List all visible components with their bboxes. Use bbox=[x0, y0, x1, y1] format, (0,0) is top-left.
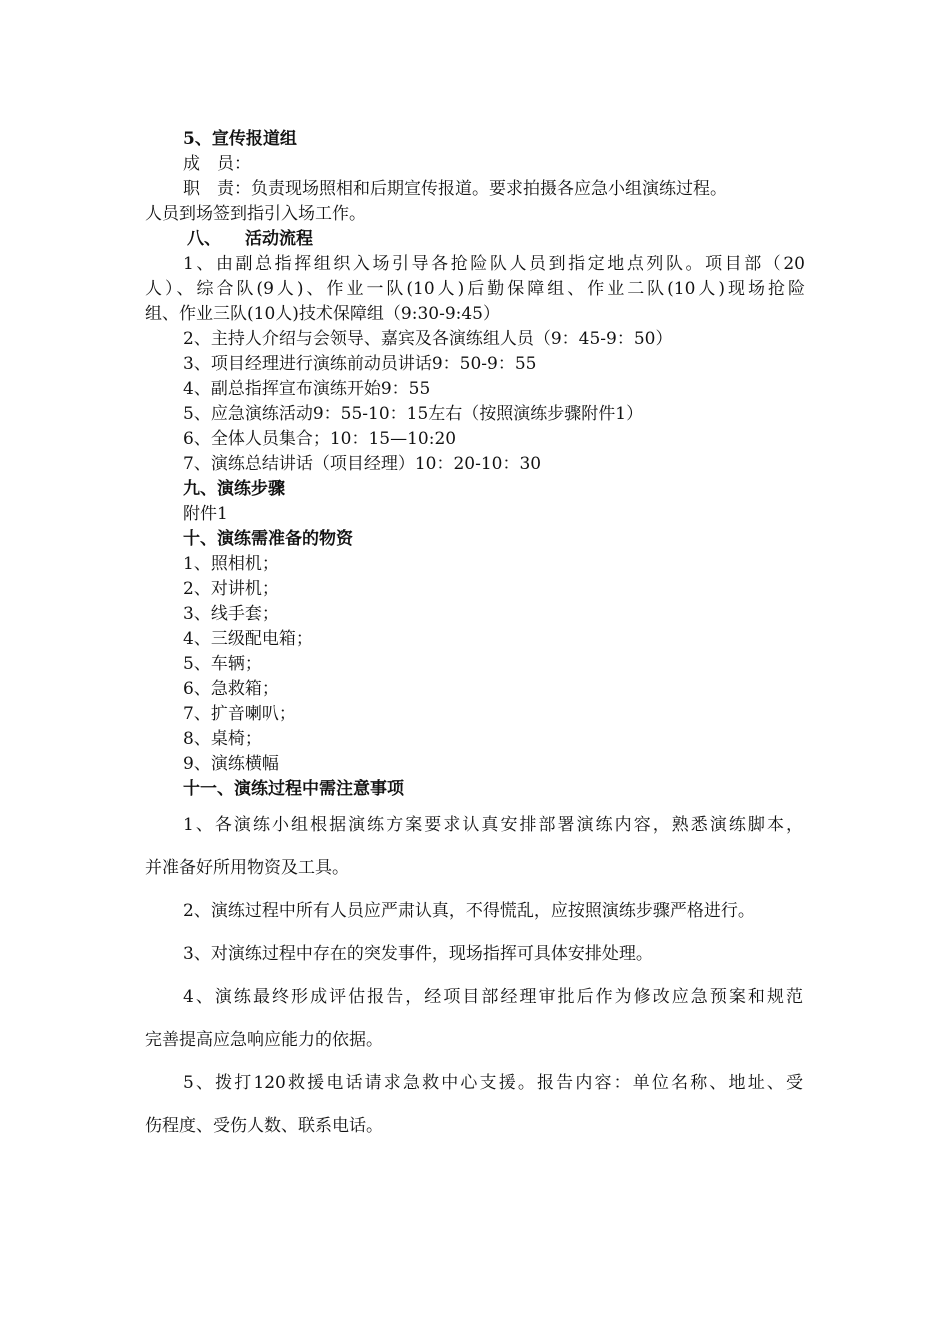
section9-text: 附件1 bbox=[183, 504, 228, 524]
group5-duty-cont: 人员到场签到指引入场工作。 bbox=[145, 204, 366, 224]
material-item: 1、照相机； bbox=[183, 554, 279, 574]
section11-p4-l1: 4、演练最终形成评估报告，经项目部经理审批后作为修改应急预案和规范 bbox=[183, 987, 803, 1007]
section8-heading-text: 活动流程 bbox=[245, 229, 313, 249]
group5-heading: 5、宣传报道组 bbox=[183, 129, 297, 149]
section8-item1-l2: 人）、综合队(9人)、作业一队(10人)后勤保障组、作业二队(10人)现场抢险 bbox=[145, 279, 805, 299]
section11-p1-l1: 1、各演练小组根据演练方案要求认真安排部署演练内容，熟悉演练脚本， bbox=[183, 815, 803, 835]
material-item: 7、扩音喇叭； bbox=[183, 704, 296, 724]
section8-heading bbox=[187, 227, 313, 251]
section10-heading: 十、演练需准备的物资 bbox=[183, 529, 353, 549]
section8-item1-l3: 组、作业三队(10人)技术保障组（9:30-9:45） bbox=[145, 304, 500, 324]
section8-item: 7、演练总结讲话（项目经理）10：20-10：30 bbox=[183, 454, 542, 474]
section9-heading: 九、演练步骤 bbox=[183, 479, 285, 499]
material-item: 8、桌椅； bbox=[183, 729, 262, 749]
material-item: 4、三级配电箱； bbox=[183, 629, 313, 649]
section11-heading: 十一、演练过程中需注意事项 bbox=[183, 779, 404, 799]
material-item: 2、对讲机； bbox=[183, 579, 279, 599]
section8-item: 5、应急演练活动9：55-10：15左右（按照演练步骤附件1） bbox=[183, 404, 644, 424]
material-item: 3、线手套； bbox=[183, 604, 279, 624]
group5-duty bbox=[183, 177, 727, 201]
group5-members: 成 员： bbox=[183, 154, 251, 174]
section11-p3: 3、对演练过程中存在的突发事件，现场指挥可具体安排处理。 bbox=[183, 944, 653, 964]
section8-item: 3、项目经理进行演练前动员讲话9：50-9：55 bbox=[183, 354, 537, 374]
section11-p4-l2: 完善提高应急响应能力的依据。 bbox=[145, 1030, 383, 1050]
section8-item: 4、副总指挥宣布演练开始9：55 bbox=[183, 379, 431, 399]
section8-item1-l1: 1、由副总指挥组织入场引导各抢险队人员到指定地点列队。项目部（20 bbox=[183, 254, 805, 274]
section8-item: 2、主持人介绍与会领导、嘉宾及各演练组人员（9：45-9：50） bbox=[183, 329, 673, 349]
group5-duty-text: 负责现场照相和后期宣传报道。要求拍摄各应急小组演练过程。 bbox=[251, 179, 727, 199]
section11-p5-l2: 伤程度、受伤人数、联系电话。 bbox=[145, 1116, 383, 1136]
section11-p2: 2、演练过程中所有人员应严肃认真，不得慌乱，应按照演练步骤严格进行。 bbox=[183, 901, 755, 921]
material-item: 6、急救箱； bbox=[183, 679, 279, 699]
material-item: 9、演练横幅 bbox=[183, 754, 279, 774]
section8-heading-num: 八、 bbox=[187, 229, 221, 249]
material-item: 5、车辆； bbox=[183, 654, 262, 674]
section11-p1-l2: 并准备好所用物资及工具。 bbox=[145, 858, 349, 878]
group5-duty-label: 职 责： bbox=[183, 179, 251, 199]
section8-item: 6、全体人员集合；10：15—10:20 bbox=[183, 429, 457, 449]
section11-p5-l1: 5、拨打120救援电话请求急救中心支援。报告内容：单位名称、地址、受 bbox=[183, 1073, 803, 1093]
